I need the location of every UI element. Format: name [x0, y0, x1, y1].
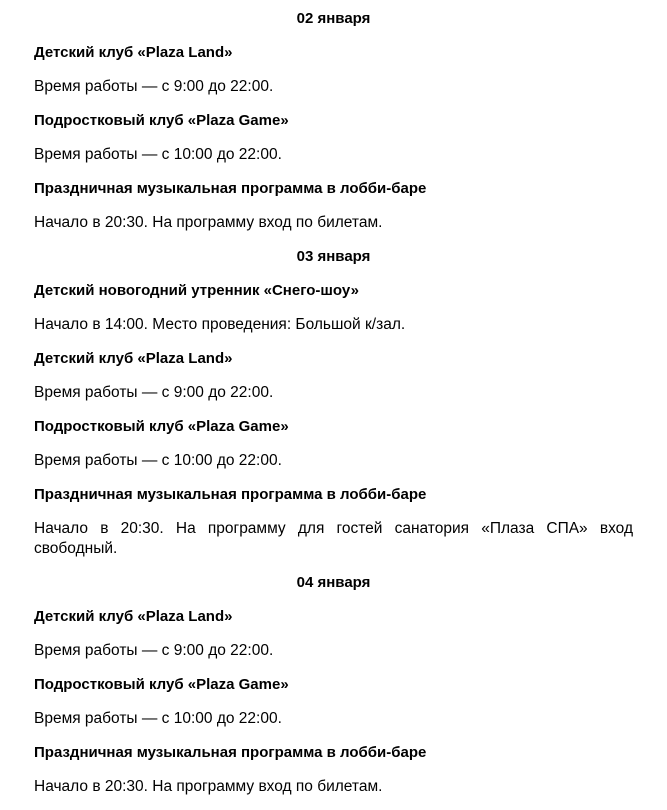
event-description: Время работы — с 10:00 до 22:00.	[34, 710, 282, 727]
event-description: Время работы — с 9:00 до 22:00.	[34, 642, 274, 659]
event-title: Детский клуб «Plaza Land»	[34, 608, 233, 625]
event-title: Подростковый клуб «Plaza Game»	[34, 676, 289, 693]
event-description: Начало в 20:30. На программу вход по билетам.	[34, 778, 383, 795]
event-item	[34, 743, 633, 797]
event-item	[34, 349, 633, 403]
event-title: Праздничная музыкальная программа в лобби-баре	[34, 744, 427, 761]
event-title: Детский клуб «Plaza Land»	[34, 350, 233, 367]
event-item	[34, 111, 633, 165]
event-title: Подростковый клуб «Plaza Game»	[34, 112, 289, 129]
day-section	[34, 573, 633, 797]
day-heading: 04 января	[296, 574, 371, 591]
event-title: Праздничная музыкальная программа в лобби-баре	[34, 180, 427, 197]
event-description: Время работы — с 10:00 до 22:00.	[34, 452, 282, 469]
event-title: Подростковый клуб «Plaza Game»	[34, 418, 289, 435]
event-description: Начало в 14:00. Место проведения: Большой к/зал.	[34, 316, 406, 333]
event-description: Начало в 20:30. На программу для гостей санатория «Плаза СПА» вход свободный.	[34, 520, 633, 557]
event-title: Детский новогодний утренник «Снего-шоу»	[34, 282, 359, 299]
event-title: Детский клуб «Plaza Land»	[34, 44, 233, 61]
event-title: Праздничная музыкальная программа в лобби-баре	[34, 486, 427, 503]
day-section	[34, 247, 633, 559]
event-description: Время работы — с 9:00 до 22:00.	[34, 78, 274, 95]
event-description: Начало в 20:30. На программу вход по билетам.	[34, 214, 383, 231]
event-description: Время работы — с 10:00 до 22:00.	[34, 146, 282, 163]
event-item	[34, 607, 633, 661]
day-section	[34, 9, 633, 233]
event-item	[34, 485, 633, 559]
event-item	[34, 179, 633, 233]
event-item	[34, 43, 633, 97]
event-item	[34, 281, 633, 335]
day-heading: 02 января	[296, 10, 371, 27]
event-item	[34, 417, 633, 471]
event-item	[34, 675, 633, 729]
event-description: Время работы — с 9:00 до 22:00.	[34, 384, 274, 401]
day-heading: 03 января	[296, 248, 371, 265]
